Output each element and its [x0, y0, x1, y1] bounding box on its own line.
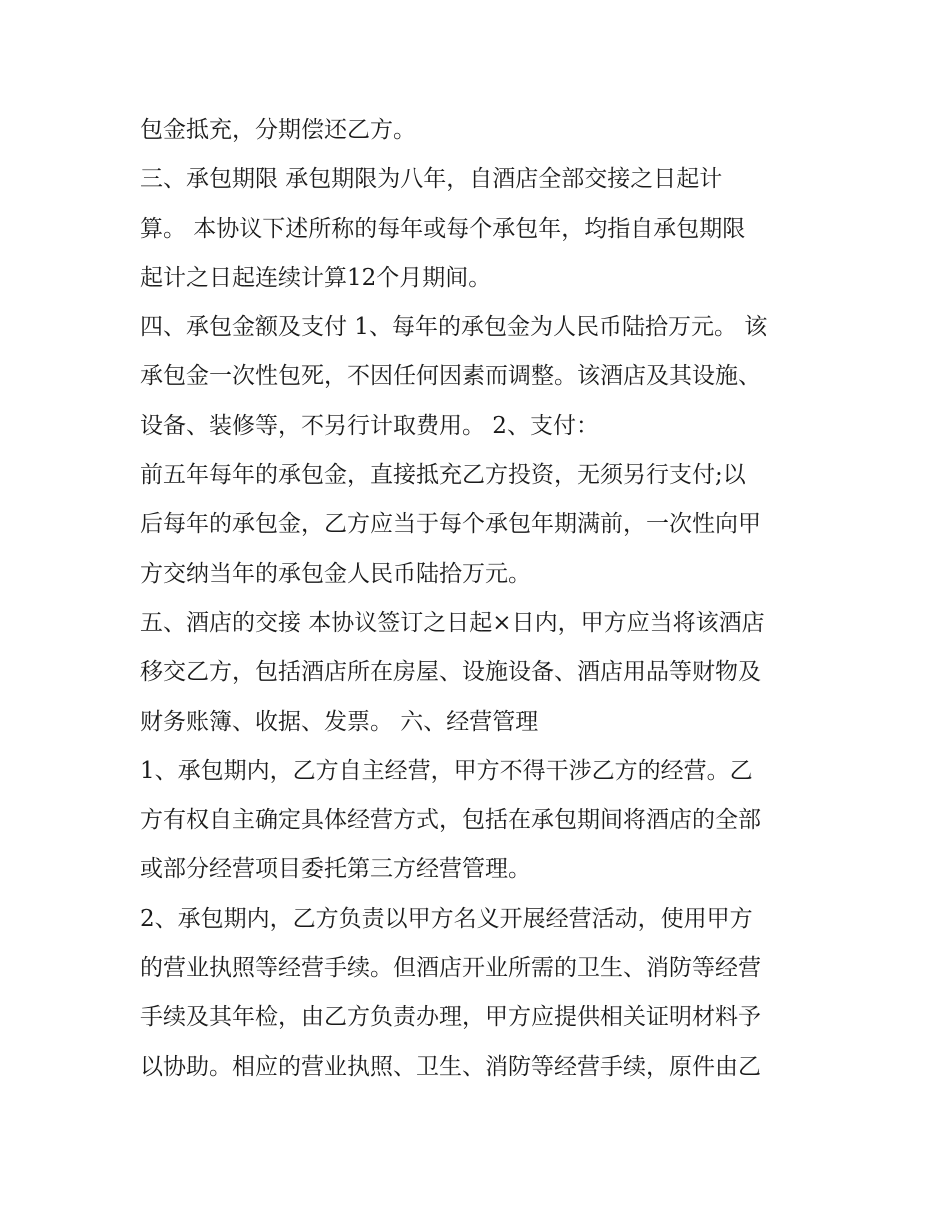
text-line: 起计之日起连续计算12个月期间。 [140, 264, 492, 291]
text-line: 2、承包期内，乙方负责以甲方名义开展经营活动，使用甲方 [140, 905, 753, 932]
document-body [140, 106, 830, 1092]
text-line: 承包金一次性包死，不因任何因素而调整。该酒店及其设施、 [140, 363, 761, 390]
text-line: 五、酒店的交接 本协议签订之日起×日内，甲方应当将该酒店 [140, 609, 765, 636]
text-line: 财务账簿、收据、发票。 六、经营管理 [140, 708, 539, 735]
text-line: 方交纳当年的承包金人民币陆拾万元。 [140, 560, 531, 587]
text-line: 1、承包期内，乙方自主经营，甲方不得干涉乙方的经营。乙 [140, 757, 753, 784]
text-line: 手续及其年检，由乙方负责办理，甲方应提供相关证明材料予 [140, 1004, 761, 1031]
text-line: 四、承包金额及支付 1、每年的承包金为人民币陆拾万元。 该 [140, 314, 768, 341]
text-line: 方有权自主确定具体经营方式，包括在承包期间将酒店的全部 [140, 807, 761, 834]
text-line: 三、承包期限 承包期限为八年，自酒店全部交接之日起计 [140, 166, 723, 193]
text-line: 算。 本协议下述所称的每年或每个承包年，均指自承包期限 [140, 215, 746, 242]
text-line: 前五年每年的承包金，直接抵充乙方投资，无须另行支付;以 [140, 462, 746, 489]
text-line: 以协助。相应的营业执照、卫生、消防等经营手续，原件由乙 [140, 1053, 761, 1080]
text-line: 设备、装修等，不另行计取费用。 2、支付： [140, 412, 599, 439]
text-line: 移交乙方，包括酒店所在房屋、设施设备、酒店用品等财物及 [140, 659, 761, 686]
text-line: 的营业执照等经营手续。但酒店开业所需的卫生、消防等经营 [140, 955, 761, 982]
text-line: 后每年的承包金，乙方应当于每个承包年期满前，一次性向甲 [140, 511, 761, 538]
text-line: 或部分经营项目委托第三方经营管理。 [140, 856, 531, 883]
text-line: 包金抵充，分期偿还乙方。 [140, 117, 416, 143]
